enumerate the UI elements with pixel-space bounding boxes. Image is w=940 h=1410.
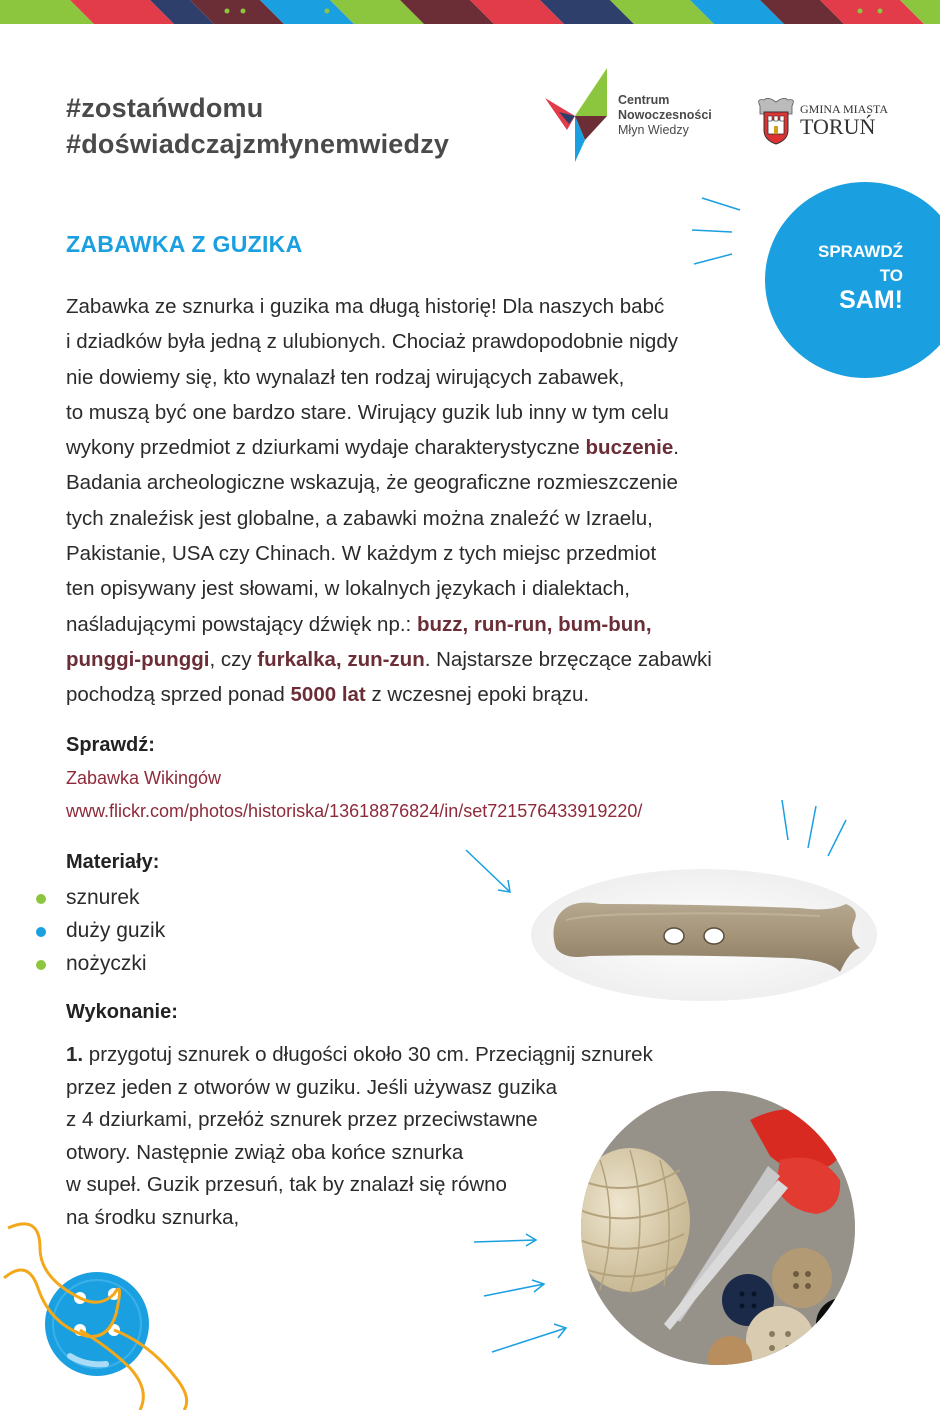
intro-line bbox=[66, 607, 786, 642]
intro-line bbox=[66, 642, 786, 677]
button-illustration bbox=[0, 1218, 210, 1410]
step-line: przez jeden z otworów w guziku. Jeśli używasz guzika bbox=[66, 1075, 558, 1099]
intro-text: , czy bbox=[209, 647, 258, 671]
intro-line bbox=[66, 501, 786, 536]
torun-logo bbox=[756, 96, 906, 146]
materials-list bbox=[36, 881, 165, 980]
step-number: 1. bbox=[66, 1043, 84, 1066]
intro-text: to muszą być one bardzo stare. Wirujący guzik lub inny w tym celu bbox=[66, 400, 669, 424]
intro-line bbox=[66, 430, 786, 465]
check-label: Sprawdź: bbox=[66, 734, 155, 756]
intro-line bbox=[66, 324, 786, 359]
intro-line bbox=[66, 289, 786, 324]
intro-line bbox=[66, 571, 786, 606]
badge-line1: SPRAWDŹ bbox=[818, 242, 903, 261]
burst-lines-mid bbox=[776, 796, 850, 860]
hashtag-stay-home: #zostańwdomu bbox=[66, 93, 264, 123]
material-item: sznurek bbox=[36, 881, 165, 914]
intro-text: Pakistanie, USA czy Chinach. W każdym z tych miejsc przedmiot bbox=[66, 542, 657, 566]
burst-lines-top bbox=[688, 194, 748, 268]
cnmw-logo-line3: Młyn Wiedzy bbox=[618, 123, 689, 137]
cnmw-logo-line1: Centrum bbox=[618, 93, 670, 107]
intro-text: . Najstarsze brzęczące zabawki bbox=[424, 647, 712, 671]
intro-text: i dziadków była jedną z ulubionych. Chociaż prawdopodobnie nigdy bbox=[66, 330, 678, 354]
highlight-text: furkalka, zun-zun bbox=[257, 647, 425, 671]
top-decorative-band bbox=[0, 0, 940, 24]
cnmw-logo-icon bbox=[545, 68, 615, 164]
intro-paragraph bbox=[66, 289, 786, 713]
torun-crest-icon bbox=[756, 96, 796, 146]
step-line: na środku sznurka, bbox=[66, 1205, 240, 1229]
intro-text: tych znaleźisk jest globalne, a zabawki można znaleźć w Izraelu, bbox=[66, 506, 653, 530]
bullet-dot-icon bbox=[36, 927, 46, 937]
intro-line bbox=[66, 395, 786, 430]
hashtag-experience: #doświadczajzmłynemwiedzy bbox=[66, 129, 450, 159]
badge-line2: TO bbox=[879, 266, 903, 285]
intro-text: z wczesnej epoki brązu. bbox=[365, 683, 590, 707]
highlight-text: buzz, run-run, bum-bun, bbox=[416, 612, 652, 636]
page-title: ZABAWKA Z GUZIKA bbox=[66, 231, 303, 257]
intro-line bbox=[66, 677, 786, 712]
intro-text: Badania archeologiczne wskazują, że geograficzne rozmieszczenie bbox=[66, 471, 678, 495]
arrows-to-tools-icon bbox=[470, 1228, 574, 1358]
flickr-url-link[interactable]: www.flickr.com/photos/historiska/13618876824/in/set72157643391922​0/ bbox=[66, 801, 643, 821]
intro-text: ten opisywany jest słowami, w lokalnych językach i dialektach, bbox=[66, 577, 631, 601]
procedure-label: Wykonanie: bbox=[66, 1001, 178, 1023]
bone-toy-photo bbox=[530, 868, 878, 1002]
badge-line3: SAM! bbox=[839, 286, 903, 314]
check-it-yourself-badge bbox=[765, 182, 940, 378]
intro-text: . bbox=[673, 436, 679, 460]
intro-text: wykony przedmiot z dziurkami wydaje charakterystyczne bbox=[66, 436, 586, 460]
intro-text: pochodzą sprzed ponad bbox=[66, 683, 291, 707]
intro-text: naśladującymi powstający dźwięk np.: bbox=[66, 612, 417, 636]
material-item: duży guzik bbox=[36, 914, 165, 947]
intro-line bbox=[66, 536, 786, 571]
highlight-text: 5000 lat bbox=[290, 683, 366, 707]
step-line: 1. przygotuj sznurek o długości około 30 cm. Przeciągnij sznurek bbox=[66, 1043, 653, 1066]
step-line: z 4 dziurkami, przełóż sznurek przez przeciwstawne bbox=[66, 1108, 538, 1131]
highlight-text: buczenie bbox=[585, 436, 674, 460]
viking-toy-link[interactable]: Zabawka Wikingów bbox=[66, 768, 222, 788]
intro-line bbox=[66, 360, 786, 395]
cnmw-logo bbox=[545, 68, 745, 164]
intro-line bbox=[66, 465, 786, 500]
step-line: w supeł. Guzik przesuń, tak by znalazł się równo bbox=[66, 1173, 507, 1196]
intro-text: Zabawka ze sznurka i guzika ma długą historię! Dla naszych babć bbox=[66, 295, 665, 318]
materials-photo bbox=[580, 1090, 856, 1366]
bullet-dot-icon bbox=[36, 960, 46, 970]
hashtags bbox=[66, 90, 449, 162]
cnmw-logo-line2: Nowoczesności bbox=[618, 108, 712, 122]
bullet-dot-icon bbox=[36, 894, 46, 904]
material-item: nożyczki bbox=[36, 947, 165, 980]
intro-text: nie dowiemy się, kto wynalazł ten rodzaj wirujących zabawek, bbox=[66, 365, 625, 389]
step-line: otwory. Następnie zwiąż oba końce sznurka bbox=[66, 1140, 464, 1164]
materials-label: Materiały: bbox=[66, 851, 160, 873]
torun-logo-line2: TORUŃ bbox=[800, 114, 876, 139]
arrow-to-bone-icon bbox=[462, 846, 518, 898]
torun-logo-line1: GMINA MIASTA bbox=[800, 102, 889, 116]
highlight-text: punggi-punggi bbox=[66, 647, 210, 671]
